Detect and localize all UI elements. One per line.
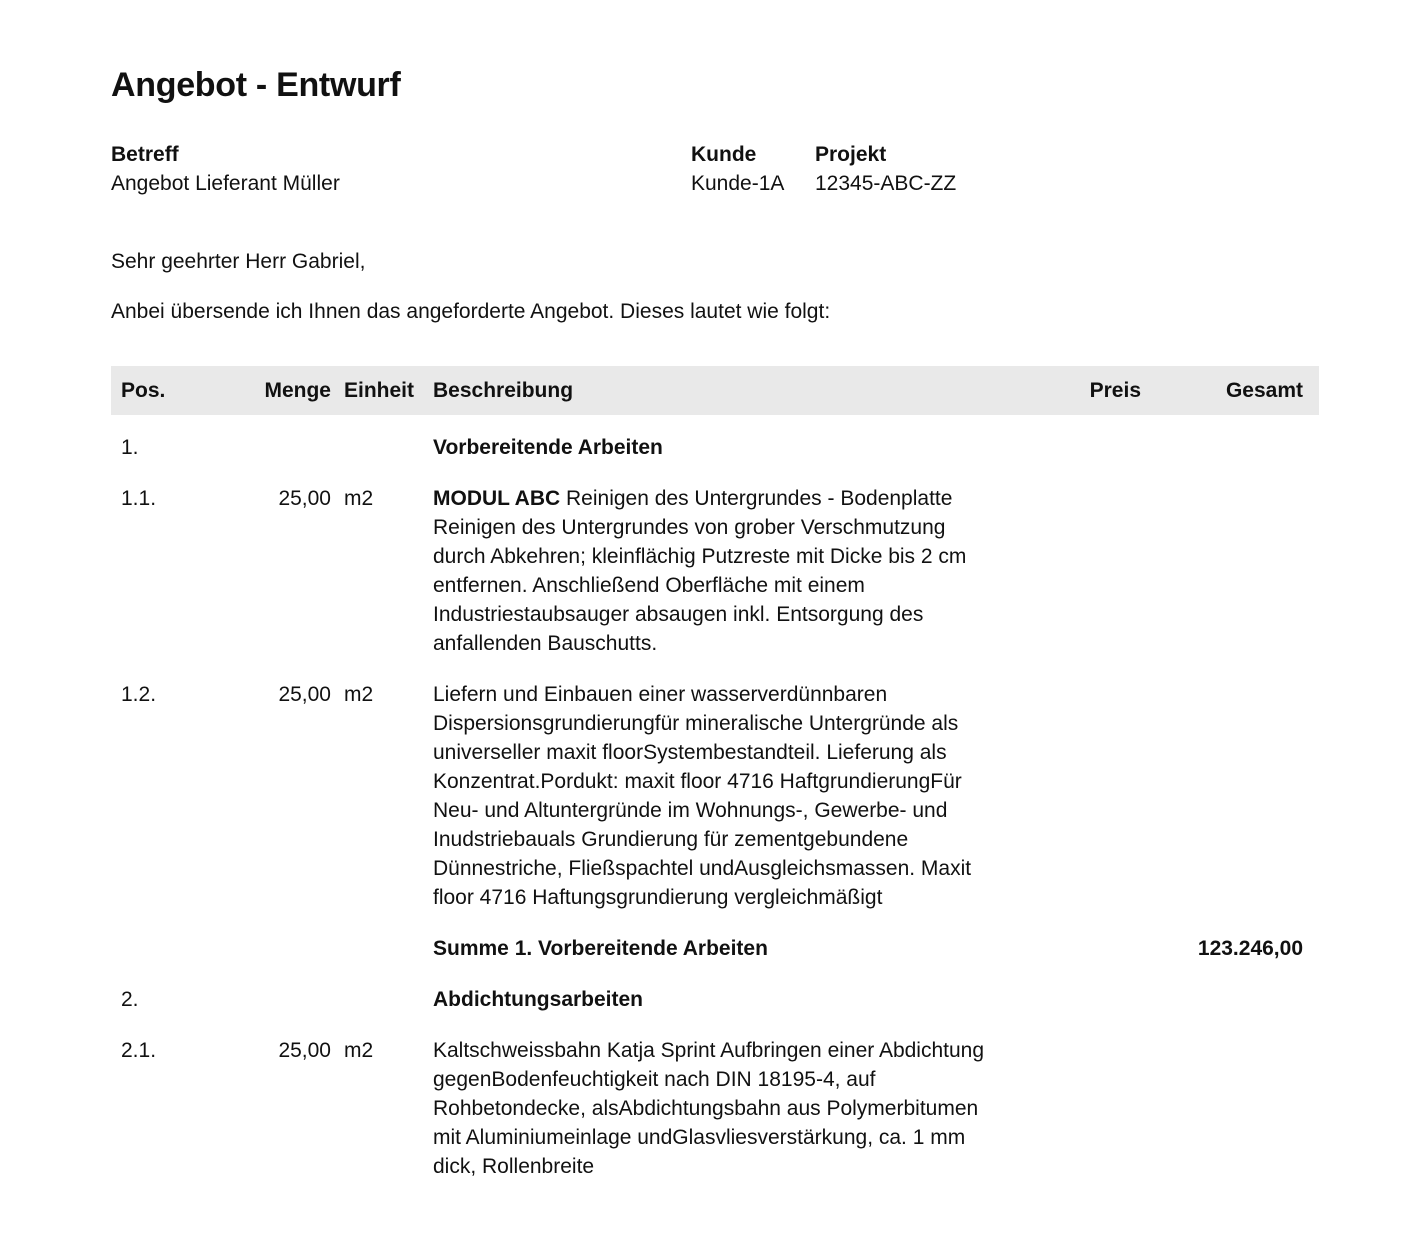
row-beschreibung: Liefern und Einbauen einer wasserverdünnbaren Dispersionsgrundierungfür mineralische Untergründe als universeller maxit floorSystembestandteil. Lieferung als Konzentrat.Pordukt: maxit floor 4716 HaftgrundierungFür Neu- und Altuntergründe im Wohnungs-, Gewerbe- und Inudstriebauals Grundierung für zementgebundene Dünnestriche, Fließspachtel undAusgleichsmassen. Maxit floor 4716 Haftungsgrundierung vergleichmäßigt: [433, 683, 972, 909]
row-menge: 25,00: [278, 683, 331, 706]
row-pos: 2.1.: [121, 1039, 157, 1062]
meta-betreff: [111, 140, 340, 198]
kunde-label: Kunde: [691, 143, 757, 166]
summe-value: 123.246,00: [1197, 937, 1303, 960]
row-pos: 2.: [121, 988, 139, 1011]
row-pos: 1.2.: [121, 683, 157, 706]
table-row-section: [111, 985, 1319, 1014]
letter-intro: Anbei übersende ich Ihnen das angeforderte Angebot. Dieses lautet wie folgt:: [111, 300, 831, 323]
document-title: Angebot - Entwurf: [111, 66, 401, 104]
header-einheit: Einheit: [344, 379, 415, 402]
header-pos: Pos.: [121, 379, 166, 402]
betreff-label: Betreff: [111, 143, 179, 166]
row-description-text: Reinigen des Untergrundes - Bodenplatte Reinigen des Untergrundes von grober Verschmutzung durch Abkehren; kleinflächig Putzreste mit Dicke bis 2 cm entfernen. Anschließend Oberfläche mit einem Industriestaubsauger absaugen inkl. Entsorgung des anfallenden Bauschutts.: [433, 487, 967, 655]
header-menge: Menge: [264, 379, 331, 402]
table-row-section: [111, 433, 1319, 462]
header-gesamt: Gesamt: [1225, 379, 1303, 402]
betreff-value: Angebot Lieferant Müller: [111, 172, 340, 195]
section-title: Vorbereitende Arbeiten: [433, 436, 663, 459]
meta-kunde: [691, 140, 784, 198]
projekt-value: 12345-ABC-ZZ: [815, 172, 957, 195]
row-description-prefix: MODUL ABC: [433, 487, 561, 510]
meta-projekt: [815, 140, 956, 198]
letter-greeting: Sehr geehrter Herr Gabriel,: [111, 250, 366, 273]
table-header: [111, 366, 1319, 415]
row-einheit: m2: [344, 683, 374, 706]
row-beschreibung: [433, 484, 1003, 658]
row-beschreibung: Kaltschweissbahn Katja Sprint Aufbringen einer Abdichtung gegenBodenfeuchtigkeit nach DIN 18195-4, auf Rohbetondecke, alsAbdichtungsbahn aus Polymerbitumen mit Aluminiumeinlage undGlasvliesverstärkung, ca. 1 mm dick, Rollenbreite: [433, 1039, 985, 1178]
row-pos: 1.1.: [121, 487, 157, 510]
kunde-value: Kunde-1A: [691, 172, 785, 195]
row-menge: 25,00: [278, 1039, 331, 1062]
header-preis: Preis: [1089, 379, 1141, 402]
row-einheit: m2: [344, 487, 374, 510]
row-menge: 25,00: [278, 487, 331, 510]
row-pos: 1.: [121, 436, 139, 459]
projekt-label: Projekt: [815, 143, 887, 166]
document-page: [111, 0, 1319, 1242]
section-title: Abdichtungsarbeiten: [433, 988, 644, 1011]
table-row: [111, 484, 1319, 658]
summe-label: Summe 1. Vorbereitende Arbeiten: [433, 937, 768, 960]
header-beschreibung: Beschreibung: [433, 379, 574, 402]
table-row: [111, 1036, 1319, 1181]
offer-table: [111, 366, 1319, 1181]
table-row: [111, 680, 1319, 912]
table-row-summe: [111, 934, 1319, 963]
row-einheit: m2: [344, 1039, 374, 1062]
